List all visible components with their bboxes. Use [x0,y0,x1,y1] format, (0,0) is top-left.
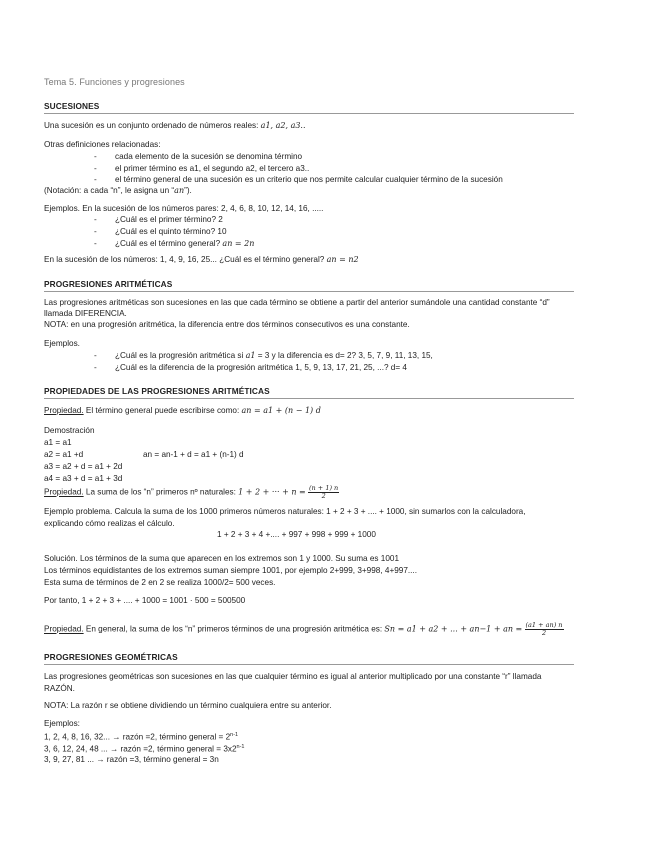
example-math: a1 [245,351,256,360]
bullet-dash: - [94,152,97,161]
example-text: 3, 6, 12, 24, 48 ... → razón =2, término general = 3x2 [44,744,237,754]
section-rule [44,664,574,665]
example-exponent: n-1 [236,744,245,750]
demo-title: Demostración [44,426,95,435]
fraction-denominator: 2 [321,492,326,500]
section-title-aritmeticas: PROGRESIONES ARITMÉTICAS [44,279,173,289]
page-header: Tema 5. Funciones y progresiones [44,77,185,87]
fraction-numerator: (a1 + an) n [525,621,563,629]
examples-label: Ejemplos: [44,719,80,728]
section-title-geometricas: PROGRESIONES GEOMÉTRICAS [44,652,178,662]
formula-fraction [525,622,564,637]
paragraph-aritmeticas-cont: llamada DIFERENCIA. [44,309,127,318]
demo-line: a1 = a1 [44,438,72,447]
notation-text-end: ”). [184,186,192,195]
bullet-dash: - [94,239,97,248]
demo-line: a3 = a2 + d = a1 + 2d [44,462,123,471]
demo-line: a4 = a3 + d = a1 + 3d [44,474,123,483]
fraction-numerator: (n + 1) n [309,484,339,492]
notation-math: an [174,186,185,195]
demo-general: an = an-1 + d = a1 + (n-1) d [143,450,244,459]
other-defs-label: Otras definiciones relacionadas: [44,140,161,149]
problem-line: explicando cómo realizas el cálculo. [44,519,175,528]
paragraph-geometricas: Las progresiones geométricas son sucesiones en las que cualquier término es igual al anterior multiplicado por una constante “r” llamada [44,672,542,681]
note-aritmeticas: NOTA: en una progresión aritmética, la diferencia entre dos términos consecutivos es una constante. [44,320,410,329]
bullet-dash: - [94,363,97,372]
example-text: ¿Cuál es la progresión aritmética si [115,351,244,360]
bullet-dash: - [94,227,97,236]
example-text-end: = 3 y la diferencia es d= 2? 3, 5, 7, 9, 11, 13, 15, [255,351,433,360]
notation-text: (Notación: a cada “n”, le asigna un “ [44,186,175,195]
property-text: En general, la suma de los “n” primeros términos de una progresión aritmética es: [83,624,383,634]
list-item-text [115,350,433,362]
property-label: Propiedad. [44,487,84,497]
problem-line: Ejemplo problema. Calcula la suma de los 1000 primeros números naturales: 1 + 2 + 3 + .... + 1000, sin sumarlos con la calculadora, [44,507,526,516]
squares-text: En la sucesión de los números: 1, 4, 9, 16, 25... ¿Cuál es el término general? [44,255,325,264]
fraction-denominator: 2 [541,629,547,637]
solution-line: Los términos equidistantes de los extremos suman siempre 1001, por ejemplo 2+999, 3+998, 4+997.... [44,566,417,575]
solution-result: Por tanto, 1 + 2 + 3 + .... + 1000 = 1001 · 500 = 500500 [44,596,246,605]
squares-math: an = n2 [326,255,359,264]
section-rule [44,398,574,399]
section-rule [44,113,574,114]
section-rule [44,291,574,292]
question-text: ¿Cuál es el término general? [115,239,221,248]
intro-sequence: a1, a2, a3.. [260,121,306,130]
example-exponent: n-1 [230,732,239,738]
bullet-dash: - [94,175,97,184]
intro-text: Una sucesión es un conjunto ordenado de números reales: [44,121,259,130]
solution-line: Solución. Los términos de la suma que aparecen en los extremos son 1 y 1000. Su suma es 1001 [44,554,400,563]
examples-label: Ejemplos. [44,339,80,348]
squares-question [44,254,359,266]
property-text: El término general puede escribirse como: [83,406,240,415]
property-label: Propiedad. [44,406,84,415]
property-label: Propiedad. [44,624,84,634]
list-item-text [115,238,254,250]
paragraph-geometricas-cont: RAZÓN. [44,684,75,693]
list-item-text: ¿Cuál es la diferencia de la progresión aritmética 1, 5, 9, 13, 17, 21, 25, ...? d= 4 [115,363,407,372]
list-item-text: el primer término es a1, el segundo a2, el tercero a3.. [115,164,310,173]
question-math: an = 2n [222,239,255,248]
problem-sum: 1 + 2 + 3 + 4 +.... + 997 + 998 + 999 + 1000 [217,530,376,539]
notation-line [44,185,192,197]
example-text: 1, 2, 4, 8, 16, 32... → razón =2, término general = 2 [44,732,231,742]
formula-fraction [308,485,339,500]
section-title-sucesiones: SUCESIONES [44,101,100,111]
list-item-text: cada elemento de la sucesión se denomina término [115,152,303,161]
note-geometricas: NOTA: La razón r se obtiene dividiendo un término cualquiera entre su anterior. [44,701,332,710]
property-formula: an = a1 + (n − 1) d [241,406,321,415]
bullet-dash: - [94,215,97,224]
paragraph-intro [44,120,306,132]
demo-line: a2 = a1 +d [44,450,84,459]
property-text: La suma de los “n” primeros nº naturales: [83,487,236,497]
property-1 [44,405,321,417]
examples-intro: Ejemplos. En la sucesión de los números pares: 2, 4, 6, 8, 10, 12, 14, 16, ..... [44,204,324,213]
property-formula: Sn = a1 + a2 + ... + an−1 + an = [384,624,523,634]
property-2 [44,485,339,500]
section-title-propiedades: PROPIEDADES DE LAS PROGRESIONES ARITMÉTICAS [44,386,270,396]
list-item-text: el término general de una sucesión es un criterio que nos permite calcular cualquier término de la sucesión [115,175,503,184]
bullet-dash: - [94,164,97,173]
bullet-dash: - [94,351,97,360]
solution-line: Esta suma de términos de 2 en 2 se realiza 1000/2= 500 veces. [44,578,276,587]
list-item-text: ¿Cuál es el primer término? 2 [115,215,223,224]
property-3 [44,622,564,637]
list-item-text: ¿Cuál es el quinto término? 10 [115,227,227,236]
paragraph-aritmeticas: Las progresiones aritméticas son sucesiones en las que cada término se obtiene a partir del anterior sumándole una cantidad constante “d” [44,298,550,307]
property-formula: 1 + 2 + ··· + n = [238,487,306,497]
geometric-example: 3, 9, 27, 81 ... → razón =3, término general = 3n [44,755,219,764]
